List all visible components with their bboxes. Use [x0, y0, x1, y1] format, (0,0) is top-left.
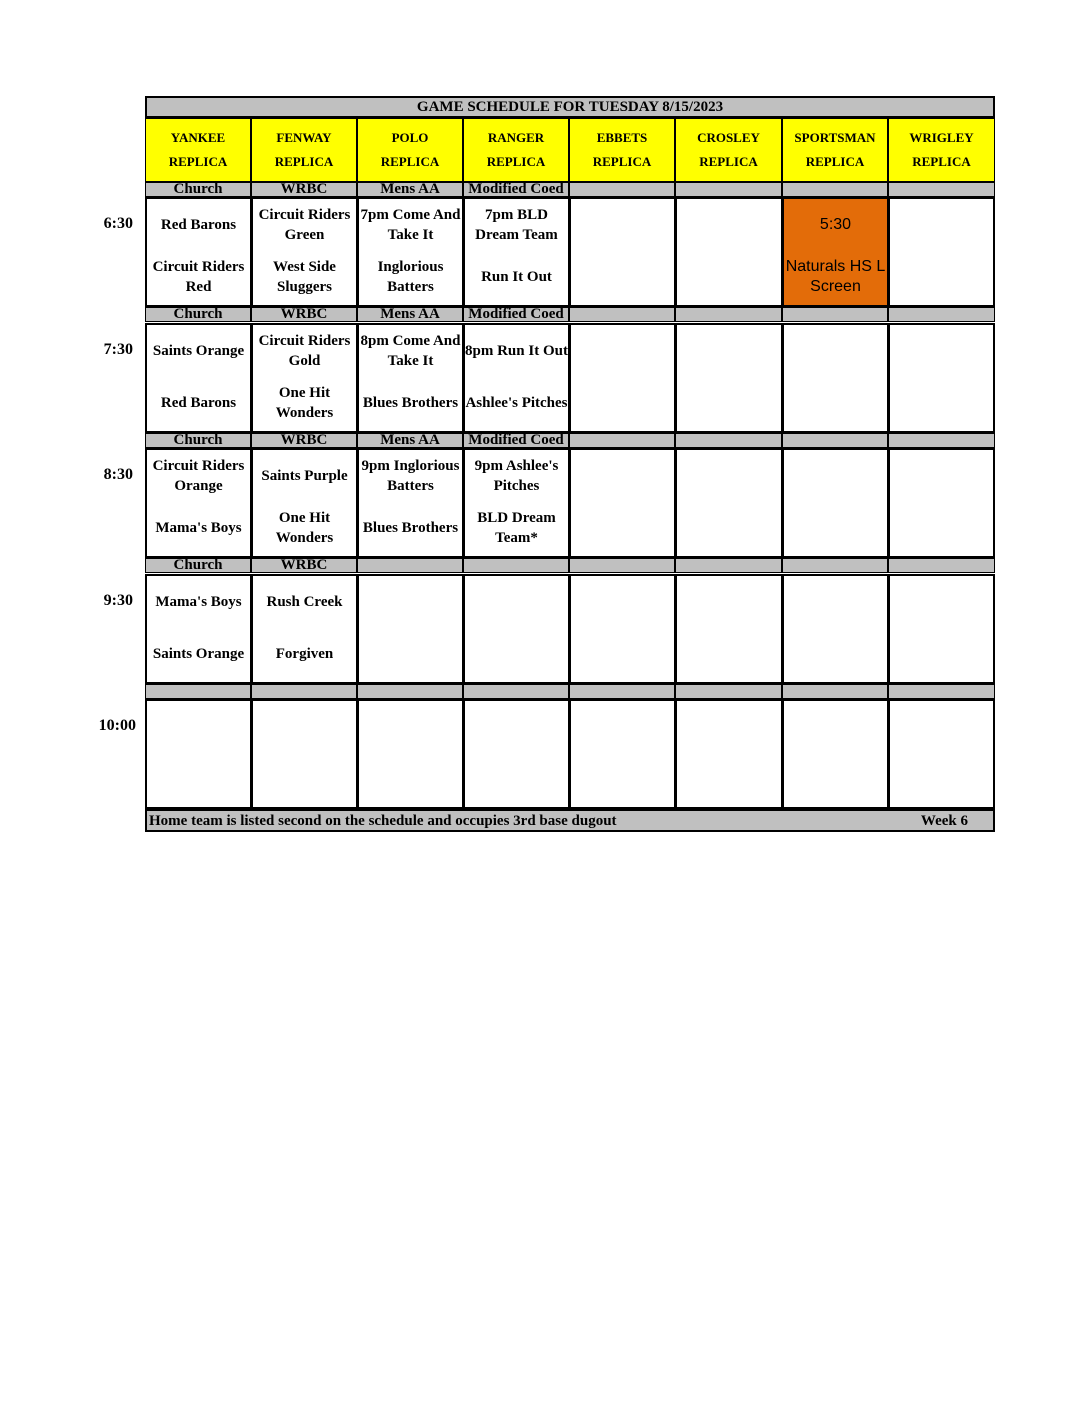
game-cell: [782, 699, 889, 809]
away-team: [784, 454, 887, 498]
game-cell: [145, 323, 252, 433]
league-label: Mens AA: [357, 433, 463, 448]
league-label: Modified Coed: [463, 307, 569, 322]
home-team: [571, 255, 674, 299]
away-team: Mama's Boys: [155, 594, 242, 610]
game-cell: [357, 197, 464, 307]
game-cell: [675, 448, 783, 558]
field-subtitle: REPLICA: [805, 154, 865, 169]
home-team: [677, 632, 781, 676]
field-name: EBBETS: [596, 130, 648, 145]
field-header-polo: [357, 118, 463, 182]
league-label: [675, 558, 782, 573]
game-cell: [251, 574, 358, 684]
away-team: Rush Creek: [266, 594, 343, 610]
home-team: [890, 632, 993, 676]
field-name: POLO: [391, 130, 429, 145]
home-team-note: Home team is listed second on the schedule and occupies 3rd base dugout: [149, 813, 617, 829]
game-cell: [888, 323, 995, 433]
home-team: [784, 632, 887, 676]
away-team: [784, 580, 887, 624]
home-team: Red Barons: [160, 395, 237, 411]
home-team: [571, 506, 674, 550]
away-team: [465, 580, 568, 624]
field-subtitle: REPLICA: [486, 154, 546, 169]
home-team: Naturals HS L Screen: [785, 258, 886, 295]
home-team: Blues Brothers: [362, 520, 459, 536]
game-cell: [569, 574, 676, 684]
league-label: [463, 684, 569, 699]
field-name: WRIGLEY: [909, 130, 974, 145]
game-cell: [782, 574, 889, 684]
home-team: [571, 632, 674, 676]
home-team: Mama's Boys: [155, 520, 242, 536]
league-label: [675, 182, 782, 197]
time-slot-label: 7:30: [103, 341, 133, 358]
game-cell: [888, 699, 995, 809]
game-cell: [357, 574, 464, 684]
league-label: [675, 307, 782, 322]
league-label: [782, 307, 888, 322]
league-label: [888, 182, 995, 197]
away-team: [571, 329, 674, 373]
away-team: Circuit Riders Gold: [258, 333, 351, 369]
league-label: [782, 433, 888, 448]
highlight-game-cell: [782, 197, 889, 307]
game-cell: [675, 197, 783, 307]
away-team: [784, 329, 887, 373]
away-team: [890, 454, 993, 498]
league-label: [357, 558, 463, 573]
away-team: Circuit Riders Orange: [152, 458, 245, 494]
league-label: WRBC: [251, 182, 357, 197]
field-header-fenway: [251, 118, 357, 182]
league-label: [888, 558, 995, 573]
league-label: WRBC: [251, 433, 357, 448]
home-team: [677, 255, 781, 299]
league-label: [569, 182, 675, 197]
away-team: 7pm BLD Dream Team: [475, 207, 558, 243]
field-subtitle: REPLICA: [274, 154, 334, 169]
field-header-wrigley: [888, 118, 995, 182]
game-cell: [463, 323, 570, 433]
home-team: West Side Sluggers: [273, 259, 336, 295]
home-team: Ashlee's Pitches: [465, 395, 568, 411]
home-team: Blues Brothers: [362, 395, 459, 411]
home-team: One Hit Wonders: [275, 510, 334, 546]
away-team: 8pm Run It Out: [465, 343, 568, 359]
league-label: WRBC: [251, 558, 357, 573]
away-team: 8pm Come And Take It: [360, 333, 461, 369]
home-team: Circuit Riders Red: [152, 259, 245, 295]
game-cell: [357, 323, 464, 433]
game-cell: [888, 574, 995, 684]
game-cell: [463, 699, 570, 809]
league-label: [569, 307, 675, 322]
home-team: Saints Orange: [152, 646, 245, 662]
field-subtitle: REPLICA: [380, 154, 440, 169]
game-cell: [782, 448, 889, 558]
league-label: [357, 684, 463, 699]
game-cell: [569, 448, 676, 558]
game-cell: [782, 323, 889, 433]
away-team: Circuit Riders Green: [258, 207, 351, 243]
time-slot-label: 10:00: [98, 717, 136, 734]
home-team: [571, 381, 674, 425]
home-team: [677, 506, 781, 550]
league-label: [782, 558, 888, 573]
field-subtitle: REPLICA: [699, 154, 758, 169]
away-team: [677, 580, 781, 624]
home-team: [784, 381, 887, 425]
game-cell: [145, 699, 252, 809]
away-team: [890, 203, 993, 247]
away-team: [359, 580, 462, 624]
home-team: [784, 506, 887, 550]
field-subtitle: REPLICA: [592, 154, 652, 169]
home-team: [359, 632, 462, 676]
league-label: [569, 558, 675, 573]
away-team: Saints Purple: [261, 468, 348, 484]
field-subtitle: REPLICA: [168, 154, 228, 169]
time-slot-label: 9:30: [103, 592, 133, 609]
home-team: Inglorious Batters: [377, 259, 444, 295]
away-team: [571, 580, 674, 624]
away-team: [571, 454, 674, 498]
game-cell: [888, 197, 995, 307]
game-cell: [251, 197, 358, 307]
field-name: CROSLEY: [697, 130, 760, 145]
game-cell: [569, 699, 676, 809]
league-label: Church: [145, 307, 251, 322]
away-team: [571, 203, 674, 247]
league-label: [782, 684, 888, 699]
league-label: Church: [145, 558, 251, 573]
away-team: [890, 580, 993, 624]
field-header-yankee: [145, 118, 251, 182]
home-team: [677, 381, 781, 425]
game-cell: [675, 323, 783, 433]
league-label: [145, 684, 251, 699]
league-label: Mens AA: [357, 307, 463, 322]
league-label: Modified Coed: [463, 182, 569, 197]
home-team: [465, 632, 568, 676]
game-cell: [145, 197, 252, 307]
league-label: [675, 433, 782, 448]
away-team: 9pm Inglorious Batters: [361, 458, 460, 494]
schedule-title: GAME SCHEDULE FOR TUESDAY 8/15/2023: [145, 96, 995, 118]
away-team: [677, 329, 781, 373]
home-team: [890, 506, 993, 550]
game-cell: [251, 448, 358, 558]
field-name: RANGER: [487, 130, 545, 145]
game-cell: [145, 574, 252, 684]
home-team: [890, 381, 993, 425]
field-name: FENWAY: [276, 130, 332, 145]
game-cell: [145, 448, 252, 558]
field-header-ebbets: [569, 118, 675, 182]
league-label: [463, 558, 569, 573]
game-cell: [251, 323, 358, 433]
game-cell: [675, 574, 783, 684]
game-cell: [569, 197, 676, 307]
league-label: [569, 433, 675, 448]
game-cell: [357, 699, 464, 809]
field-name: YANKEE: [170, 130, 226, 145]
league-label: Modified Coed: [463, 433, 569, 448]
field-header-sportsman: [782, 118, 888, 182]
time-slot-label: 8:30: [103, 466, 133, 483]
game-cell: [463, 448, 570, 558]
field-subtitle: REPLICA: [912, 154, 971, 169]
league-label: WRBC: [251, 307, 357, 322]
game-cell: [463, 574, 570, 684]
time-slot-label: 6:30: [103, 215, 133, 232]
game-cell: [569, 323, 676, 433]
game-cell: [357, 448, 464, 558]
game-cell: [463, 197, 570, 307]
league-label: [675, 684, 782, 699]
week-label: Week 6: [920, 813, 968, 829]
away-team: [890, 329, 993, 373]
away-team: 7pm Come And Take It: [360, 207, 461, 243]
league-label: [888, 307, 995, 322]
field-header-ranger: [463, 118, 569, 182]
home-team: BLD Dream Team*: [477, 510, 556, 546]
away-team: Saints Orange: [152, 343, 245, 359]
field-name: SPORTSMAN: [794, 130, 876, 145]
league-label: [782, 182, 888, 197]
league-label: Church: [145, 182, 251, 197]
home-team: Run It Out: [481, 269, 552, 285]
league-label: Mens AA: [357, 182, 463, 197]
away-team: 9pm Ashlee's Pitches: [474, 458, 559, 494]
league-label: [569, 684, 675, 699]
away-team: 5:30: [819, 216, 852, 233]
league-label: [888, 684, 995, 699]
league-label: Church: [145, 433, 251, 448]
home-team: Forgiven: [275, 646, 334, 662]
league-label: [888, 433, 995, 448]
game-cell: [675, 699, 783, 809]
away-team: [677, 203, 781, 247]
home-team: One Hit Wonders: [275, 385, 334, 421]
away-team: [677, 454, 781, 498]
away-team: Red Barons: [160, 217, 237, 233]
league-label: [251, 684, 357, 699]
game-cell: [251, 699, 358, 809]
game-cell: [888, 448, 995, 558]
schedule-footer: [145, 809, 995, 832]
home-team: [890, 255, 993, 299]
field-header-crosley: [675, 118, 782, 182]
